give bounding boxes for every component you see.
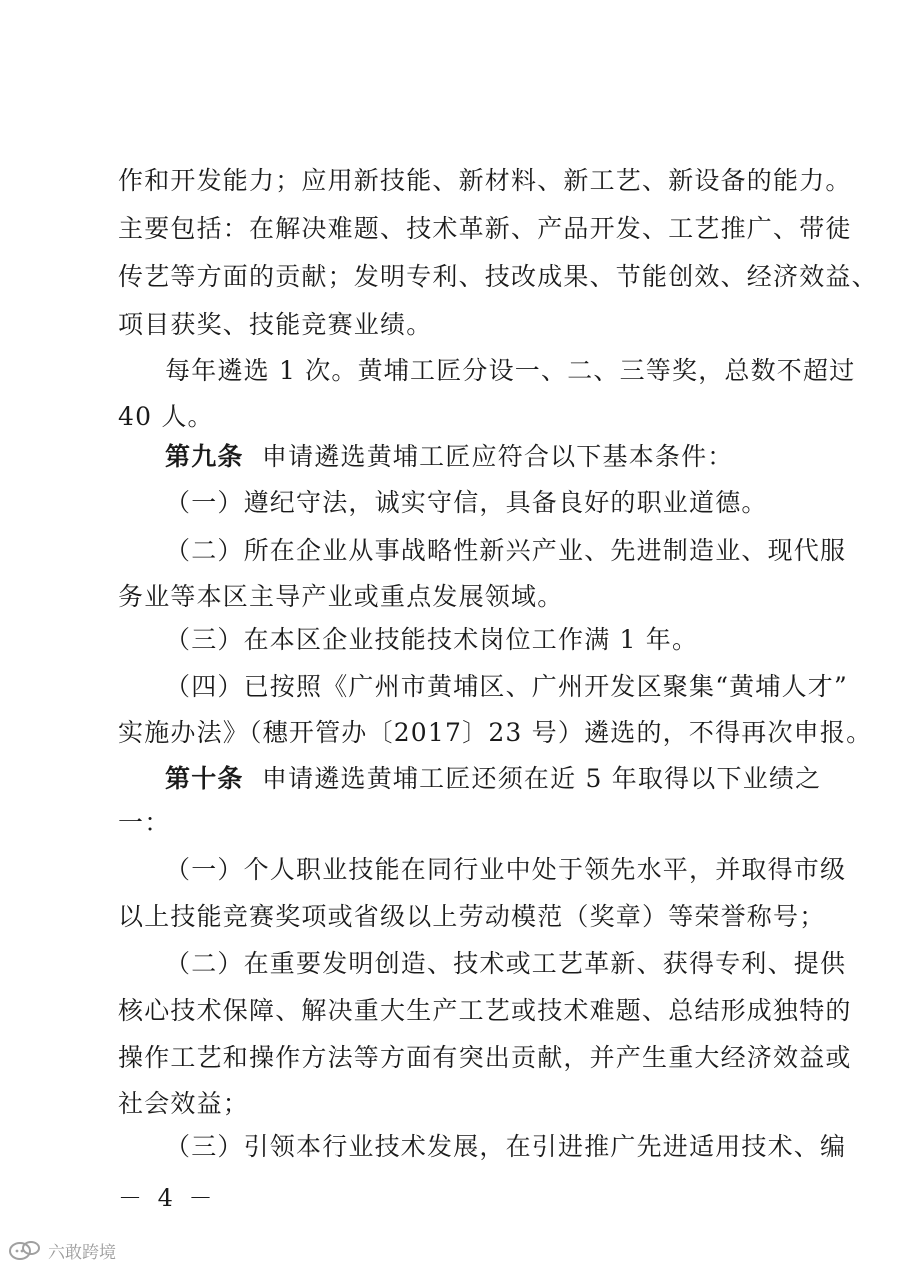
paragraph-line: 作和开发能力；应用新技能、新材料、新工艺、新设备的能力。 — [118, 166, 852, 195]
article-text: 申请遴选黄埔工匠还须在近 5 年取得以下业绩之 — [261, 764, 822, 793]
paragraph-line: 40 人。 — [118, 402, 214, 431]
article-heading: 第九条 — [165, 442, 244, 471]
article-line — [165, 762, 822, 796]
paragraph-line: 主要包括：在解决难题、技术革新、产品开发、工艺推广、带徒 — [118, 214, 852, 243]
paragraph-line: 一： — [118, 808, 171, 837]
list-item: （一）遵纪守法，诚实守信，具备良好的职业道德。 — [165, 488, 768, 517]
paragraph-line: 以上技能竞赛奖项或省级以上劳动模范（奖章）等荣誉称号； — [118, 902, 826, 931]
article-text: 申请遴选黄埔工匠应符合以下基本条件： — [261, 442, 734, 471]
list-item: （三）在本区企业技能技术岗位工作满 1 年。 — [165, 625, 699, 654]
article-heading: 第十条 — [165, 764, 244, 793]
list-item: （二）所在企业从事战略性新兴产业、先进制造业、现代服 — [165, 536, 847, 565]
list-item: （一）个人职业技能在同行业中处于领先水平，并取得市级 — [165, 855, 847, 884]
page-number: － 4 － — [118, 1184, 217, 1212]
watermark-text: 六敢跨境 — [48, 1243, 116, 1263]
paragraph-line: 每年遴选 1 次。黄埔工匠分设一、二、三等奖，总数不超过 — [165, 356, 856, 385]
article-line — [165, 440, 788, 474]
list-item: （三）引领本行业技术发展，在引进推广先进适用技术、编 — [165, 1132, 847, 1161]
paragraph-line: 核心技术保障、解决重大生产工艺或技术难题、总结形成独特的 — [118, 996, 852, 1025]
list-item: （四）已按照《广州市黄埔区、广州开发区聚集“黄埔人才” — [165, 672, 848, 701]
paragraph-line: 实施办法》（穗开管办〔2017〕23 号）遴选的，不得再次申报。 — [118, 718, 873, 747]
paragraph-line: 社会效益； — [118, 1089, 250, 1118]
paragraph-line: 务业等本区主导产业或重点发展领域。 — [118, 582, 564, 611]
list-item: （二）在重要发明创造、技术或工艺革新、获得专利、提供 — [165, 949, 847, 978]
watermark — [8, 1238, 116, 1263]
chat-bubbles-icon — [8, 1240, 42, 1262]
paragraph-line: 传艺等方面的贡献；发明专利、技改成果、节能创效、经济效益、 — [118, 262, 878, 291]
paragraph-line: 操作工艺和操作方法等方面有突出贡献，并产生重大经济效益或 — [118, 1043, 852, 1072]
paragraph-line: 项目获奖、技能竞赛业绩。 — [118, 310, 433, 339]
